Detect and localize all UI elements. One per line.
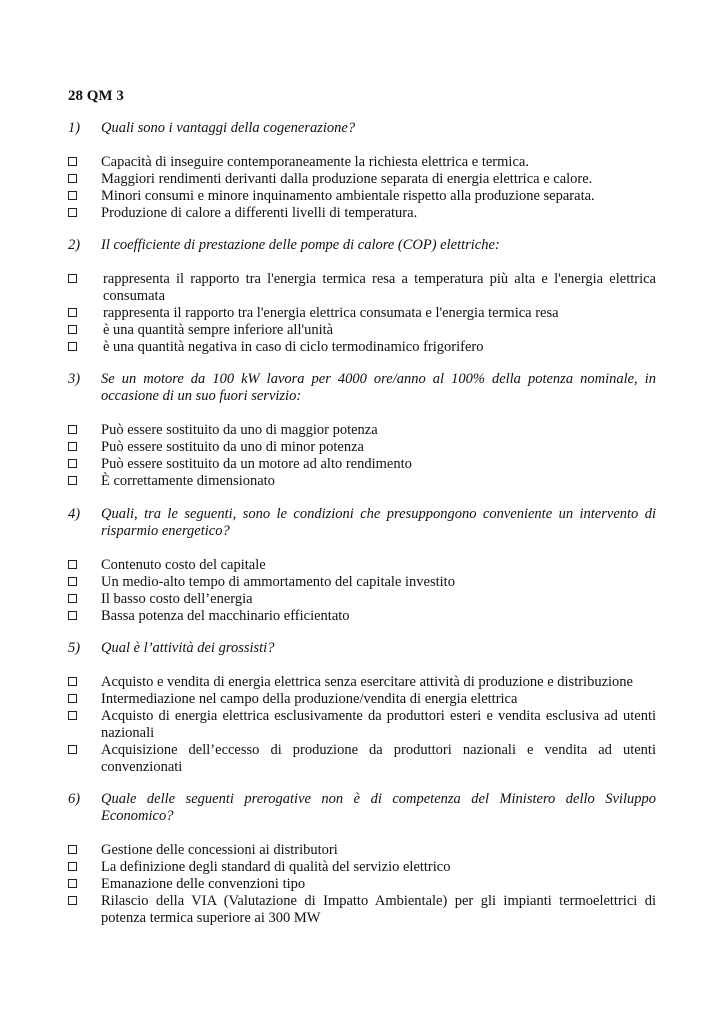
answer-option[interactable] <box>68 893 656 927</box>
answer-option[interactable] <box>68 171 656 188</box>
answer-option-text: rappresenta il rapporto tra l'energia termica resa a temperatura più alta e l'energia elettrica consumata <box>103 271 656 304</box>
answer-option-text: Un medio-alto tempo di ammortamento del capitale investito <box>101 574 455 590</box>
checkbox-icon[interactable] <box>68 425 77 434</box>
answer-option-text: Intermediazione nel campo della produzione/vendita di energia elettrica <box>101 691 518 707</box>
checkbox-icon[interactable] <box>68 611 77 620</box>
question-6 <box>68 791 656 927</box>
answer-option-text: Rilascio della VIA (Valutazione di Impatto Ambientale) per gli impianti termoelettrici di potenza termica superiore ai 300 MW <box>101 893 656 926</box>
answer-option[interactable] <box>68 205 656 222</box>
checkbox-icon[interactable] <box>68 308 77 317</box>
answer-options <box>68 674 656 776</box>
question-text: Quali, tra le seguenti, sono le condizioni che presuppongono conveniente un intervento di risparmio energetico? <box>101 506 656 539</box>
checkbox-icon[interactable] <box>68 342 77 351</box>
answer-options <box>68 271 656 356</box>
checkbox-icon[interactable] <box>68 845 77 854</box>
question-2 <box>68 237 656 356</box>
answer-option[interactable] <box>68 339 656 356</box>
answer-option[interactable] <box>68 439 656 456</box>
answer-option-text: è una quantità negativa in caso di ciclo termodinamico frigorifero <box>103 339 484 355</box>
question-5 <box>68 640 656 776</box>
answer-option-text: rappresenta il rapporto tra l'energia elettrica consumata e l'energia termica resa <box>103 305 559 321</box>
checkbox-icon[interactable] <box>68 208 77 217</box>
answer-option[interactable] <box>68 154 656 171</box>
checkbox-icon[interactable] <box>68 694 77 703</box>
question-1 <box>68 120 656 222</box>
answer-option-text: Acquisto di energia elettrica esclusivamente da produttori esteri e vendita esclusiva ad utenti nazionali <box>101 708 656 741</box>
question-number: 1) <box>68 120 81 136</box>
answer-option-text: Il basso costo dell’energia <box>101 591 253 607</box>
question-text: Il coefficiente di prestazione delle pompe di calore (COP) elettriche: <box>101 237 500 253</box>
answer-option-text: La definizione degli standard di qualità del servizio elettrico <box>101 859 451 875</box>
question-text: Qual è l’attività dei grossisti? <box>101 640 275 656</box>
answer-option[interactable] <box>68 591 656 608</box>
question-number: 6) <box>68 791 81 807</box>
answer-option[interactable] <box>68 876 656 893</box>
answer-option[interactable] <box>68 473 656 490</box>
question-number: 5) <box>68 640 81 656</box>
question-number: 2) <box>68 237 81 253</box>
answer-option[interactable] <box>68 842 656 859</box>
answer-option[interactable] <box>68 557 656 574</box>
answer-option[interactable] <box>68 305 656 322</box>
checkbox-icon[interactable] <box>68 174 77 183</box>
answer-option[interactable] <box>68 422 656 439</box>
checkbox-icon[interactable] <box>68 879 77 888</box>
answer-option-text: è una quantità sempre inferiore all'unità <box>103 322 334 338</box>
checkbox-icon[interactable] <box>68 157 77 166</box>
document-title: 28 QM 3 <box>68 88 124 104</box>
answer-option-text: Maggiori rendimenti derivanti dalla produzione separata di energia elettrica e calore. <box>101 171 593 187</box>
checkbox-icon[interactable] <box>68 476 77 485</box>
checkbox-icon[interactable] <box>68 594 77 603</box>
question-header <box>68 237 656 254</box>
answer-options <box>68 154 656 222</box>
checkbox-icon[interactable] <box>68 677 77 686</box>
answer-option-text: Gestione delle concessioni ai distributori <box>101 842 338 858</box>
answer-option[interactable] <box>68 188 656 205</box>
checkbox-icon[interactable] <box>68 459 77 468</box>
answer-option-text: Contenuto costo del capitale <box>101 557 266 573</box>
question-header <box>68 640 656 657</box>
question-header <box>68 120 656 137</box>
answer-option[interactable] <box>68 608 656 625</box>
question-text: Quali sono i vantaggi della cogenerazione? <box>101 120 356 136</box>
answer-option-text: Capacità di inseguire contemporaneamente la richiesta elettrica e termica. <box>101 154 529 170</box>
answer-options <box>68 422 656 490</box>
answer-options <box>68 842 656 927</box>
answer-option-text: Acquisizione dell’eccesso di produzione da produttori nazionali e vendita ad utenti convenzionati <box>101 742 656 775</box>
checkbox-icon[interactable] <box>68 325 77 334</box>
checkbox-icon[interactable] <box>68 896 77 905</box>
answer-options <box>68 557 656 625</box>
question-number: 4) <box>68 506 81 522</box>
checkbox-icon[interactable] <box>68 442 77 451</box>
answer-option-text: Emanazione delle convenzioni tipo <box>101 876 306 892</box>
question-number: 3) <box>68 371 81 387</box>
checkbox-icon[interactable] <box>68 560 77 569</box>
answer-option-text: Bassa potenza del macchinario efficientato <box>101 608 350 624</box>
answer-option-text: Acquisto e vendita di energia elettrica senza esercitare attività di produzione e distribuzione <box>101 674 633 690</box>
answer-option-text: È correttamente dimensionato <box>101 473 275 489</box>
checkbox-icon[interactable] <box>68 274 77 283</box>
answer-option[interactable] <box>68 708 656 742</box>
answer-option[interactable] <box>68 674 656 691</box>
question-4 <box>68 506 656 625</box>
checkbox-icon[interactable] <box>68 862 77 871</box>
answer-option-text: Può essere sostituito da uno di minor potenza <box>101 439 364 455</box>
answer-option[interactable] <box>68 271 656 305</box>
checkbox-icon[interactable] <box>68 745 77 754</box>
answer-option[interactable] <box>68 691 656 708</box>
question-text: Quale delle seguenti prerogative non è di competenza del Ministero dello Sviluppo Economico? <box>101 791 656 824</box>
checkbox-icon[interactable] <box>68 191 77 200</box>
answer-option[interactable] <box>68 322 656 339</box>
answer-option-text: Può essere sostituito da uno di maggior potenza <box>101 422 378 438</box>
answer-option-text: Minori consumi e minore inquinamento ambientale rispetto alla produzione separata. <box>101 188 595 204</box>
question-text: Se un motore da 100 kW lavora per 4000 ore/anno al 100% della potenza nominale, in occasione di un suo fuori servizio: <box>101 371 656 404</box>
answer-option[interactable] <box>68 742 656 776</box>
question-header <box>68 506 656 540</box>
answer-option[interactable] <box>68 859 656 876</box>
answer-option-text: Può essere sostituito da un motore ad alto rendimento <box>101 456 412 472</box>
question-3 <box>68 371 656 490</box>
question-header <box>68 371 656 405</box>
answer-option[interactable] <box>68 574 656 591</box>
question-header <box>68 791 656 825</box>
answer-option[interactable] <box>68 456 656 473</box>
answer-option-text: Produzione di calore a differenti livelli di temperatura. <box>101 205 418 221</box>
checkbox-icon[interactable] <box>68 577 77 586</box>
checkbox-icon[interactable] <box>68 711 77 720</box>
